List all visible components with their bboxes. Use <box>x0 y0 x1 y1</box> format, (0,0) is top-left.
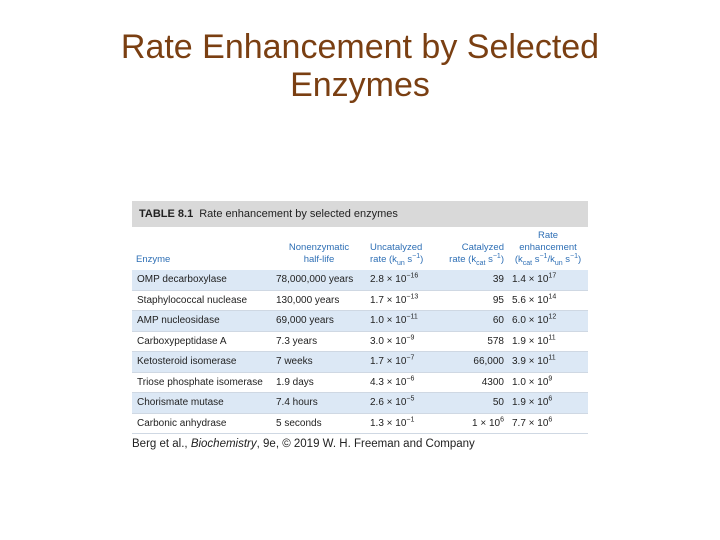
cell-rate-enhancement: $1.0 \times 10^9$ <box>508 372 588 393</box>
slide-title <box>0 28 720 104</box>
cell-catalyzed-rate: 4300 <box>442 372 508 393</box>
cell-enzyme: Carboxypeptidase A <box>132 331 272 352</box>
cell-rate-enhancement: $6.0 \times 10^{12}$ <box>508 311 588 332</box>
cell-catalyzed-rate: 578 <box>442 331 508 352</box>
table-row <box>132 290 588 311</box>
enzyme-table-figure <box>132 201 588 450</box>
table-row <box>132 270 588 290</box>
cell-rate-enhancement: $1.9 \times 10^6$ <box>508 393 588 414</box>
rate-enhancement-table <box>132 227 588 434</box>
cell-rate-enhancement: $3.9 \times 10^{11}$ <box>508 352 588 373</box>
cell-rate-enhancement: $7.7 \times 10^6$ <box>508 413 588 434</box>
cell-half-life: 130,000 years <box>272 290 366 311</box>
table-row <box>132 413 588 434</box>
figure-credit: Berg et al., Biochemistry, 9e, © 2019 W. H. Freeman and Company <box>132 438 475 450</box>
cell-catalyzed-rate: 60 <box>442 311 508 332</box>
cell-half-life: 7.4 hours <box>272 393 366 414</box>
table-body <box>132 270 588 434</box>
cell-uncatalyzed-rate: $1.3 \times 10^{-1}$ <box>366 413 442 434</box>
cell-enzyme: AMP nucleosidase <box>132 311 272 332</box>
cell-catalyzed-rate: 95 <box>442 290 508 311</box>
cell-uncatalyzed-rate: $1.7 \times 10^{-7}$ <box>366 352 442 373</box>
table-row <box>132 393 588 414</box>
table-header-row <box>132 227 588 270</box>
cell-catalyzed-rate: 39 <box>442 270 508 290</box>
table-label: TABLE 8.1 <box>139 208 194 220</box>
cell-catalyzed-rate: 50 <box>442 393 508 414</box>
cell-enzyme: Staphylococcal nuclease <box>132 290 272 311</box>
cell-rate-enhancement: $1.9 \times 10^{11}$ <box>508 331 588 352</box>
header-uncatalyzed-rate: Uncatalyzed rate ($k_{un}$ $s^{-1}$) <box>370 242 424 267</box>
header-catalyzed-rate: Catalyzed rate ($k_{cat}$ $s^{-1}$) <box>449 242 504 267</box>
table-row <box>132 352 588 373</box>
table-caption-text: Rate enhancement by selected enzymes <box>199 208 398 220</box>
cell-half-life: 78,000,000 years <box>272 270 366 290</box>
cell-uncatalyzed-rate: $2.8 \times 10^{-16}$ <box>366 270 442 290</box>
cell-uncatalyzed-rate: $4.3 \times 10^{-6}$ <box>366 372 442 393</box>
cell-half-life: 69,000 years <box>272 311 366 332</box>
cell-uncatalyzed-rate: $3.0 \times 10^{-9}$ <box>366 331 442 352</box>
cell-rate-enhancement: $5.6 \times 10^{14}$ <box>508 290 588 311</box>
cell-rate-enhancement: $1.4 \times 10^{17}$ <box>508 270 588 290</box>
cell-catalyzed-rate: $1 \times 10^6$ <box>442 413 508 434</box>
table-caption <box>132 201 588 227</box>
table-row <box>132 372 588 393</box>
table-row <box>132 311 588 332</box>
cell-enzyme: Chorismate mutase <box>132 393 272 414</box>
cell-uncatalyzed-rate: $1.0 \times 10^{-11}$ <box>366 311 442 332</box>
cell-enzyme: Carbonic anhydrase <box>132 413 272 434</box>
cell-catalyzed-rate: 66,000 <box>442 352 508 373</box>
cell-half-life: 7 weeks <box>272 352 366 373</box>
slide-title-line-2: Enzymes <box>290 66 430 104</box>
header-half-life: Nonenzymatic half-life <box>288 242 350 265</box>
cell-enzyme: Ketosteroid isomerase <box>132 352 272 373</box>
table-row <box>132 331 588 352</box>
cell-half-life: 7.3 years <box>272 331 366 352</box>
cell-enzyme: Triose phosphate isomerase <box>132 372 272 393</box>
cell-uncatalyzed-rate: $1.7 \times 10^{-13}$ <box>366 290 442 311</box>
cell-uncatalyzed-rate: $2.6 \times 10^{-5}$ <box>366 393 442 414</box>
cell-half-life: 5 seconds <box>272 413 366 434</box>
header-rate-enhancement: Rate enhancement ($k_{cat}$ $s^{-1}/k_{un}$ $s^{-1}$) <box>514 230 582 267</box>
cell-half-life: 1.9 days <box>272 372 366 393</box>
slide-title-line-1: Rate Enhancement by Selected <box>120 28 600 66</box>
cell-enzyme: OMP decarboxylase <box>132 270 272 290</box>
header-enzyme: Enzyme <box>136 254 171 265</box>
